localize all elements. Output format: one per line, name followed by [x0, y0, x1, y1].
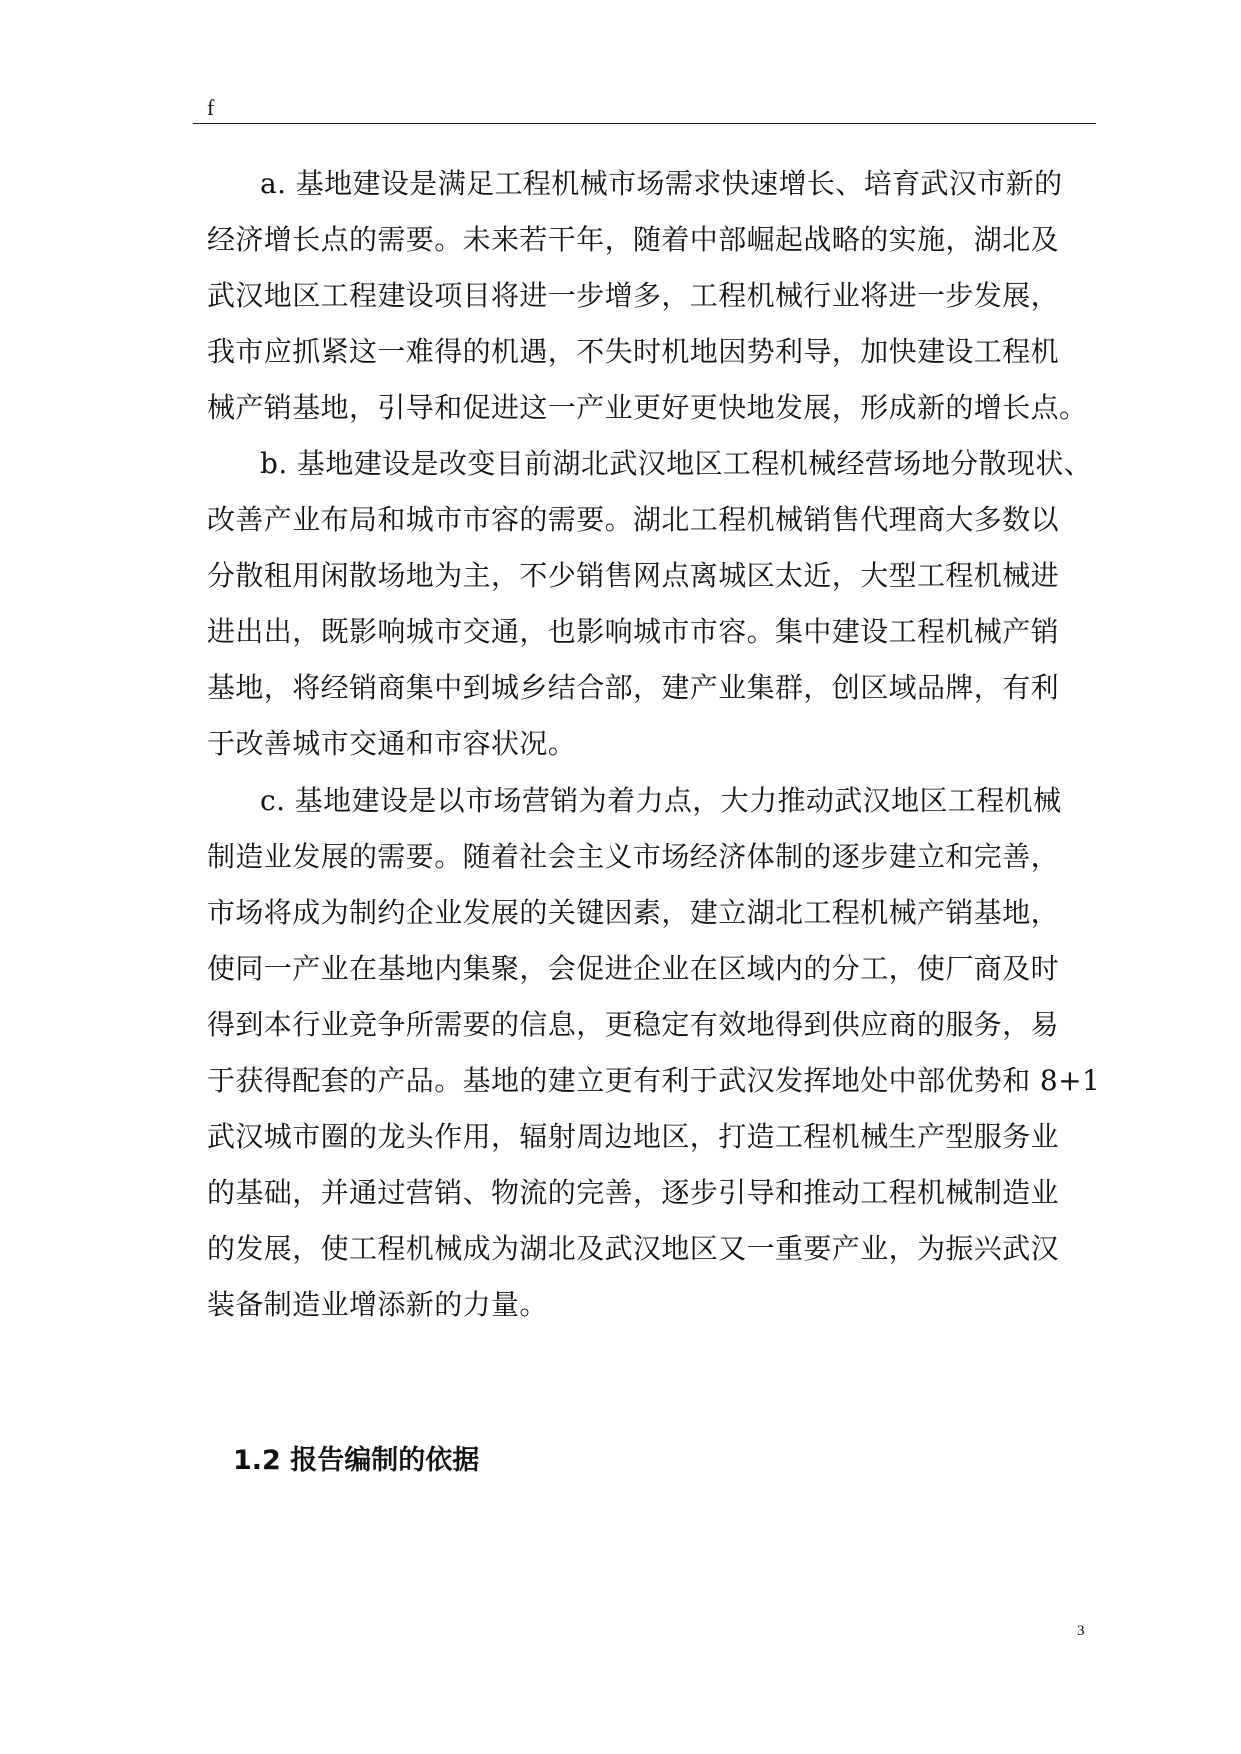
paragraph-c-line-8: 的基础，并通过营销、物流的完善，逐步引导和推动工程机械制造业 — [207, 1176, 1060, 1209]
page-number: 3 — [1077, 1623, 1085, 1639]
paragraph-b-line-3: 分散租用闲散场地为主，不少销售网点离城区太近，大型工程机械进 — [207, 559, 1060, 592]
header-rule — [193, 123, 1096, 124]
paragraph-c-line-5: 得到本行业竞争所需要的信息，更稳定有效地得到供应商的服务，易 — [207, 1008, 1060, 1041]
paragraph-a-line-1: a. 基地建设是满足工程机械市场需求快速增长、培育武汉市新的 — [260, 167, 1063, 200]
paragraph-c-line-2: 制造业发展的需要。随着社会主义市场经济体制的逐步建立和完善， — [207, 840, 1060, 873]
paragraph-c-line-10: 装备制造业增添新的力量。 — [207, 1288, 548, 1321]
paragraph-c-line-7: 武汉城市圈的龙头作用，辐射周边地区，打造工程机械生产型服务业 — [207, 1120, 1060, 1153]
paragraph-b-line-5: 基地，将经销商集中到城乡结合部，建产业集群，创区域品牌，有利 — [207, 671, 1060, 704]
paragraph-a-line-2: 经济增长点的需要。未来若干年，随着中部崛起战略的实施，湖北及 — [207, 223, 1060, 256]
paragraph-b-line-4: 进出出，既影响城市交通，也影响城市市容。集中建设工程机械产销 — [207, 615, 1060, 648]
paragraph-a-line-5: 械产销基地，引导和促进这一产业更好更快地发展，形成新的增长点。 — [207, 391, 1088, 424]
paragraph-a-line-3: 武汉地区工程建设项目将进一步增多，工程机械行业将进一步发展， — [207, 279, 1060, 312]
paragraph-c-line-3: 市场将成为制约企业发展的关键因素，建立湖北工程机械产销基地， — [207, 896, 1060, 929]
paragraph-c-line-6: 于获得配套的产品。基地的建立更有利于武汉发挥地处中部优势和 8+1 — [207, 1064, 1101, 1097]
paragraph-b-line-6: 于改善城市交通和市容状况。 — [207, 727, 577, 760]
paragraph-c-line-4: 使同一产业在基地内集聚，会促进企业在区域内的分工，使厂商及时 — [207, 952, 1060, 985]
paragraph-b-line-1: b. 基地建设是改变目前湖北武汉地区工程机械经营场地分散现状、 — [260, 447, 1093, 480]
paragraph-c-line-9: 的发展，使工程机械成为湖北及武汉地区又一重要产业，为振兴武汉 — [207, 1232, 1060, 1265]
section-heading: 1.2 报告编制的依据 — [233, 1445, 480, 1476]
paragraph-a-line-4: 我市应抓紧这一难得的机遇，不失时机地因势利导，加快建设工程机 — [207, 335, 1060, 368]
header-letter: f — [207, 95, 215, 120]
paragraph-c-line-1: c. 基地建设是以市场营销为着力点，大力推动武汉地区工程机械 — [260, 784, 1062, 817]
paragraph-b-line-2: 改善产业布局和城市市容的需要。湖北工程机械销售代理商大多数以 — [207, 503, 1060, 536]
